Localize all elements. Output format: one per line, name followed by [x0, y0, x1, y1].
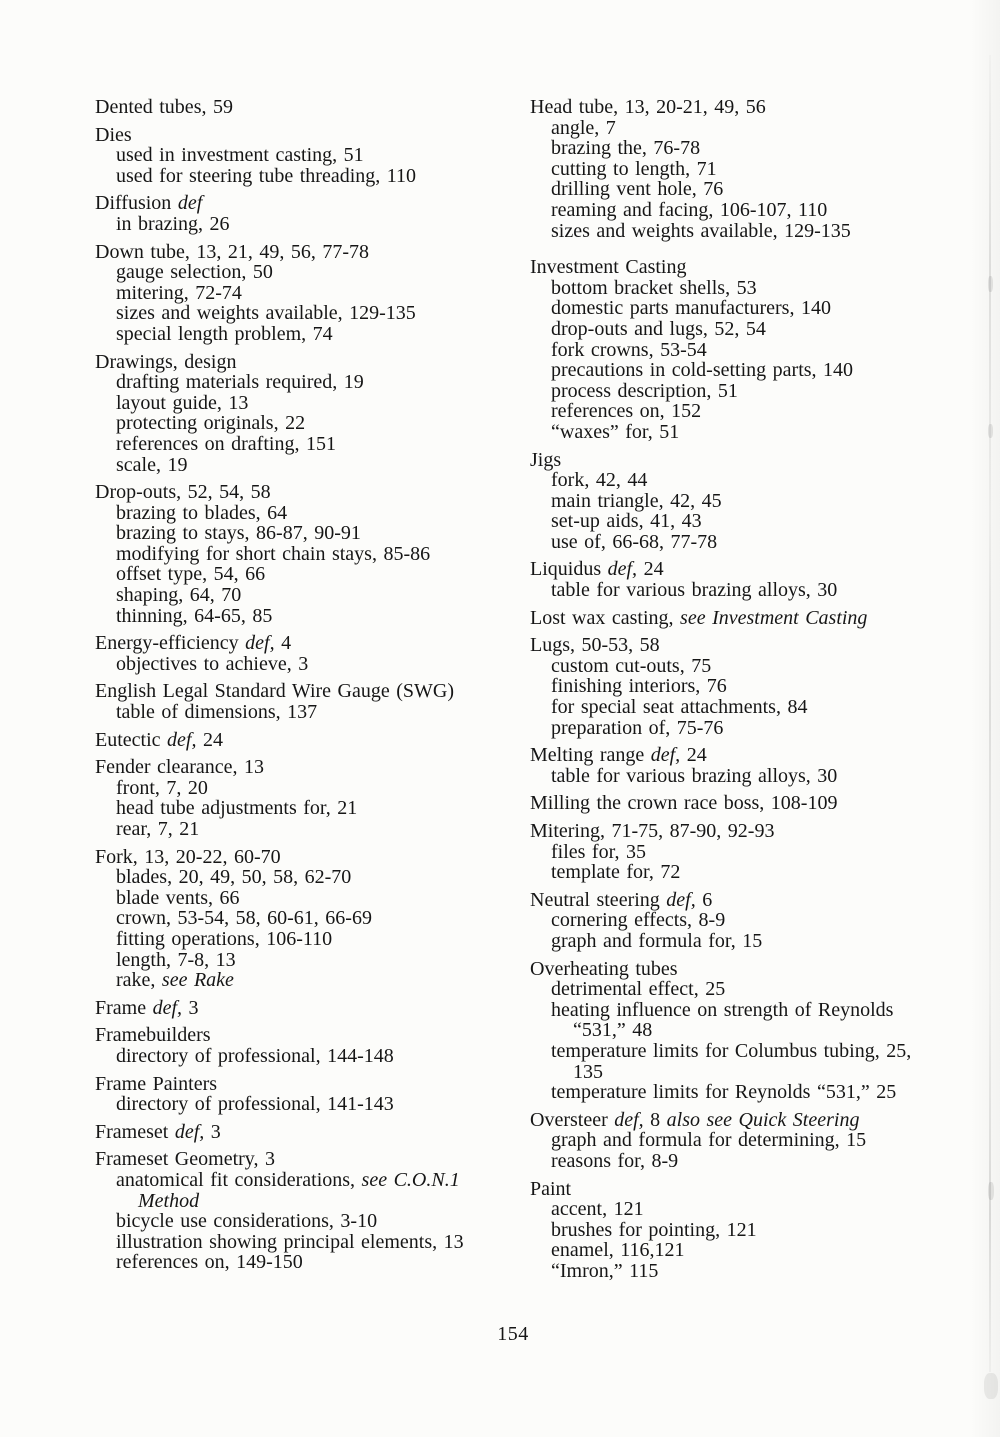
- index-text: 24: [637, 558, 664, 581]
- index-term: [95, 352, 517, 373]
- index-entry: [530, 745, 992, 786]
- index-text: 3: [204, 1120, 221, 1143]
- index-text: 3: [182, 996, 199, 1019]
- index-text: 24: [680, 744, 707, 767]
- index-subentry: [530, 718, 992, 739]
- index-term: [530, 635, 992, 656]
- index-entry: [530, 821, 992, 883]
- index-text: cornering effects, 8-9: [551, 909, 726, 932]
- index-entry: [530, 890, 992, 952]
- index-subentry: [530, 1220, 992, 1241]
- index-term: [95, 1149, 517, 1170]
- index-text: anatomical fit considerations,: [116, 1168, 362, 1191]
- index-text: Investment Casting: [530, 256, 687, 279]
- index-text: table for various brazing alloys, 30: [551, 764, 838, 787]
- index-subentry: [530, 340, 992, 361]
- index-term: [95, 1074, 517, 1095]
- index-subentry: [530, 532, 992, 553]
- index-subentry: [95, 214, 517, 235]
- index-term: [530, 890, 992, 911]
- index-subentry: [95, 654, 517, 675]
- index-subentry: [530, 1041, 992, 1062]
- index-text: table for various brazing alloys, 30: [551, 579, 838, 602]
- index-subentry: [95, 1170, 517, 1191]
- index-entry: [530, 450, 992, 553]
- index-subentry-continuation: [530, 1062, 992, 1083]
- index-subentry: [95, 455, 517, 476]
- index-term: [95, 1122, 517, 1143]
- index-entry: [530, 608, 992, 629]
- index-subentry: [530, 1000, 992, 1021]
- index-text: Frameset: [95, 1120, 175, 1143]
- index-text: Melting range: [530, 744, 651, 767]
- scan-smudge: [984, 1373, 998, 1399]
- index-text: 24: [196, 728, 223, 751]
- index-entry: [95, 1149, 517, 1273]
- index-text: rear, 7, 21: [116, 818, 200, 840]
- index-text-italic: def,: [174, 1120, 205, 1143]
- index-text: Drawings, design: [95, 350, 237, 373]
- index-entry: [95, 998, 517, 1019]
- index-subentry: [530, 159, 992, 180]
- index-term: [95, 730, 517, 751]
- index-text: Liquidus: [530, 558, 608, 581]
- index-text: mitering, 72-74: [116, 281, 242, 304]
- index-text: main triangle, 42, 45: [551, 489, 722, 512]
- index-subentry: [530, 1130, 992, 1151]
- index-subentry: [95, 503, 517, 524]
- index-text: crown, 53-54, 58, 60-61, 66-69: [116, 907, 372, 930]
- index-subentry: [530, 656, 992, 677]
- index-term: [95, 633, 517, 654]
- index-text: bottom bracket shells, 53: [551, 276, 757, 299]
- index-text: domestic parts manufacturers, 140: [551, 297, 831, 320]
- index-term: [95, 847, 517, 868]
- index-entry: [530, 97, 992, 241]
- index-text: Fork, 13, 20-22, 60-70: [95, 845, 281, 868]
- index-text-italic: def,: [167, 728, 197, 751]
- index-subentry: [530, 697, 992, 718]
- index-text: process description, 51: [551, 379, 738, 402]
- index-subentry: [95, 888, 517, 909]
- index-text: length, 7-8, 13: [116, 948, 236, 971]
- index-subentry: [95, 819, 517, 840]
- index-column-right: [530, 97, 992, 1281]
- index-subentry: [530, 360, 992, 381]
- index-text: Overheating tubes: [530, 957, 678, 980]
- index-text: Milling the crown race boss, 108-109: [530, 792, 838, 815]
- index-text: 4: [274, 632, 292, 655]
- index-entry: [530, 635, 992, 738]
- index-text: references on drafting, 151: [116, 432, 336, 455]
- index-term: [530, 1179, 992, 1200]
- index-text-italic: see Investment Casting: [680, 606, 868, 629]
- index-text: table of dimensions, 137: [116, 701, 318, 724]
- index-column-left: [95, 97, 517, 1273]
- index-text: bicycle use considerations, 3-10: [116, 1210, 378, 1233]
- index-text: Mitering, 71-75, 87-90, 92-93: [530, 820, 775, 842]
- index-subentry: [95, 778, 517, 799]
- index-subentry: [95, 702, 517, 723]
- index-text-italic: def,: [152, 996, 183, 1019]
- index-term: [95, 97, 517, 118]
- index-subentry: [95, 372, 517, 393]
- index-text: Fender clearance, 13: [95, 756, 265, 779]
- index-subentry: [95, 970, 517, 991]
- index-text: temperature limits for Columbus tubing, 25,: [551, 1039, 912, 1062]
- index-term: [95, 125, 517, 146]
- index-subentry: [530, 422, 992, 443]
- index-text: Frame Painters: [95, 1072, 218, 1095]
- index-entry: [95, 352, 517, 476]
- scan-smudge: [988, 424, 993, 438]
- index-text: graph and formula for determining, 15: [551, 1129, 867, 1152]
- index-term: [530, 745, 992, 766]
- index-text: Oversteer: [530, 1108, 615, 1131]
- index-text: illustration showing principal elements, 13: [116, 1230, 464, 1253]
- index-subentry: [530, 179, 992, 200]
- index-subentry: [530, 200, 992, 221]
- index-subentry: [530, 910, 992, 931]
- index-subentry: [530, 1151, 992, 1172]
- index-text-italic: def,: [614, 1108, 644, 1131]
- index-text: Jigs: [530, 448, 562, 471]
- index-term: [530, 959, 992, 980]
- index-text: 6: [695, 888, 713, 911]
- index-text: enamel, 116,121: [551, 1239, 685, 1262]
- index-text: brazing to stays, 86-87, 90-91: [116, 522, 361, 545]
- index-text: Frameset Geometry, 3: [95, 1148, 275, 1171]
- index-entry: [95, 97, 517, 118]
- index-text: fork, 42, 44: [551, 469, 648, 492]
- index-subentry: [530, 470, 992, 491]
- index-text: used for steering tube threading, 110: [116, 164, 417, 187]
- index-term: [95, 757, 517, 778]
- index-text: Lost wax casting,: [530, 606, 681, 629]
- index-text: modifying for short chain stays, 85-86: [116, 542, 431, 565]
- index-term: [95, 193, 517, 214]
- index-text: “Imron,” 115: [551, 1259, 659, 1282]
- index-text: preparation of, 75-76: [551, 716, 724, 739]
- index-subentry: [530, 381, 992, 402]
- index-entry: [95, 193, 517, 234]
- index-subentry: [95, 1252, 517, 1273]
- index-subentry: [95, 413, 517, 434]
- index-text: “waxes” for, 51: [551, 420, 680, 443]
- index-text: detrimental effect, 25: [551, 978, 726, 1001]
- index-text: reasons for, 8-9: [551, 1149, 679, 1172]
- index-subentry: [95, 324, 517, 345]
- index-text-italic: def,: [245, 632, 275, 655]
- index-text: drilling vent hole, 76: [551, 178, 724, 201]
- index-subentry: [530, 138, 992, 159]
- index-text: shaping, 64, 70: [116, 584, 242, 607]
- index-entry: [530, 793, 992, 814]
- index-subentry-continuation: [95, 1191, 517, 1212]
- index-subentry: [530, 580, 992, 601]
- index-subentry: [530, 766, 992, 787]
- index-term: [95, 482, 517, 503]
- index-text: custom cut-outs, 75: [551, 654, 712, 677]
- index-text: brushes for pointing, 121: [551, 1218, 757, 1241]
- index-text: protecting originals, 22: [116, 412, 306, 435]
- index-text: template for, 72: [551, 861, 681, 884]
- index-text: sizes and weights available, 129-135: [551, 219, 851, 242]
- index-text-italic: def,: [666, 888, 696, 911]
- index-text: Down tube, 13, 21, 49, 56, 77-78: [95, 240, 369, 263]
- index-text: scale, 19: [116, 453, 188, 476]
- index-term: [95, 998, 517, 1019]
- index-text-italic: see C.O.N.1: [361, 1168, 460, 1191]
- index-text: references on, 152: [551, 400, 702, 423]
- index-text: Paint: [530, 1177, 572, 1200]
- index-text-italic: def,: [650, 744, 681, 767]
- index-text: reaming and facing, 106-107, 110: [551, 198, 828, 221]
- index-text: Diffusion: [95, 192, 178, 215]
- index-text: offset type, 54, 66: [116, 563, 266, 586]
- index-text: “531,” 48: [573, 1019, 653, 1042]
- scan-smudge: [988, 1182, 994, 1200]
- index-entry: [95, 482, 517, 626]
- index-subentry: [530, 1240, 992, 1261]
- index-text: graph and formula for, 15: [551, 929, 763, 952]
- index-text: English Legal Standard Wire Gauge (SWG): [95, 680, 455, 703]
- index-subentry: [530, 979, 992, 1000]
- index-text: used in investment casting, 51: [116, 144, 364, 167]
- index-text: directory of professional, 141-143: [116, 1093, 394, 1116]
- index-text: fitting operations, 106-110: [116, 927, 333, 950]
- index-entry: [530, 959, 992, 1103]
- index-text: thinning, 64-65, 85: [116, 604, 273, 627]
- index-term: [530, 1110, 992, 1131]
- index-term: [530, 793, 992, 814]
- index-entry: [95, 757, 517, 839]
- index-text: use of, 66-68, 77-78: [551, 530, 718, 553]
- index-subentry: [95, 393, 517, 414]
- index-subentry: [530, 931, 992, 952]
- index-text: Neutral steering: [530, 888, 667, 911]
- index-term: [530, 257, 992, 278]
- index-subentry: [530, 1261, 992, 1282]
- index-text: head tube adjustments for, 21: [116, 797, 358, 820]
- index-text: sizes and weights available, 129-135: [116, 302, 416, 325]
- index-text: cutting to length, 71: [551, 157, 717, 180]
- index-entry: [95, 1074, 517, 1115]
- index-text: angle, 7: [551, 116, 616, 139]
- index-subentry: [95, 1046, 517, 1067]
- index-term: [530, 450, 992, 471]
- index-subentry: [95, 262, 517, 283]
- index-subentry: [530, 676, 992, 697]
- index-entry: [95, 730, 517, 751]
- index-subentry: [95, 434, 517, 455]
- index-text: files for, 35: [551, 840, 646, 863]
- index-text: brazing to blades, 64: [116, 501, 288, 524]
- index-text: drop-outs and lugs, 52, 54: [551, 317, 766, 340]
- index-text: brazing the, 76-78: [551, 137, 701, 160]
- index-text: in brazing, 26: [116, 212, 230, 235]
- index-term: [530, 608, 992, 629]
- index-entry: [530, 257, 992, 442]
- index-text-italic: def,: [607, 558, 638, 581]
- page-edge-artifact: [989, 55, 991, 1372]
- index-subentry: [95, 1211, 517, 1232]
- index-term: [530, 821, 992, 842]
- index-entry: [530, 1179, 992, 1282]
- index-entry: [95, 125, 517, 187]
- index-text: Eutectic: [95, 728, 168, 751]
- index-subentry: [95, 908, 517, 929]
- index-subentry: [530, 1199, 992, 1220]
- index-text: Drop-outs, 52, 54, 58: [95, 481, 271, 504]
- index-subentry: [530, 278, 992, 299]
- index-subentry: [95, 564, 517, 585]
- index-text: blade vents, 66: [116, 886, 240, 909]
- index-subentry: [95, 145, 517, 166]
- index-term: [95, 1025, 517, 1046]
- index-subentry: [530, 118, 992, 139]
- index-term: [530, 97, 992, 118]
- index-text: fork crowns, 53-54: [551, 338, 707, 361]
- index-text: precautions in cold-setting parts, 140: [551, 359, 854, 382]
- index-subentry: [95, 606, 517, 627]
- index-term: [530, 559, 992, 580]
- index-text: Head tube, 13, 20-21, 49, 56: [530, 96, 766, 118]
- index-subentry: [95, 585, 517, 606]
- index-subentry: [95, 166, 517, 187]
- index-subentry: [95, 867, 517, 888]
- index-text: Lugs, 50-53, 58: [530, 634, 660, 657]
- index-text: set-up aids, 41, 43: [551, 510, 702, 533]
- index-subentry: [530, 862, 992, 883]
- index-subentry: [530, 1082, 992, 1103]
- index-subentry: [95, 283, 517, 304]
- index-text: Frame: [95, 996, 153, 1019]
- index-text: layout guide, 13: [116, 391, 249, 414]
- index-text: front, 7, 20: [116, 776, 208, 799]
- index-text: gauge selection, 50: [116, 261, 273, 284]
- index-text-italic: def: [177, 192, 203, 215]
- index-entry: [95, 1025, 517, 1066]
- index-subentry: [95, 798, 517, 819]
- page-number: 154: [497, 1323, 529, 1345]
- index-text: blades, 20, 49, 50, 58, 62-70: [116, 866, 352, 889]
- index-text: references on, 149-150: [116, 1251, 303, 1274]
- index-entry: [95, 633, 517, 674]
- index-text: 135: [573, 1060, 603, 1083]
- index-text: for special seat attachments, 84: [551, 696, 808, 719]
- index-text: drafting materials required, 19: [116, 371, 364, 394]
- index-entry: [95, 847, 517, 991]
- index-text: Energy-efficiency: [95, 632, 246, 655]
- index-subentry: [530, 221, 992, 242]
- index-subentry: [95, 929, 517, 950]
- index-entry: [95, 1122, 517, 1143]
- index-entry: [95, 681, 517, 722]
- index-subentry: [95, 950, 517, 971]
- index-text-italic: Method: [138, 1189, 200, 1212]
- index-subentry: [530, 511, 992, 532]
- index-subentry: [530, 491, 992, 512]
- index-subentry: [530, 319, 992, 340]
- index-term: [95, 681, 517, 702]
- index-text-italic: see Rake: [161, 969, 234, 992]
- index-entry: [530, 559, 992, 600]
- index-text: directory of professional, 144-148: [116, 1044, 394, 1067]
- index-text: temperature limits for Reynolds “531,” 25: [551, 1081, 897, 1104]
- index-subentry: [95, 523, 517, 544]
- index-text: accent, 121: [551, 1198, 644, 1221]
- index-subentry: [530, 842, 992, 863]
- index-text: special length problem, 74: [116, 322, 333, 345]
- index-subentry: [95, 544, 517, 565]
- index-text: objectives to achieve, 3: [116, 652, 309, 675]
- index-text: Framebuilders: [95, 1024, 211, 1047]
- index-entry: [95, 242, 517, 345]
- index-text: finishing interiors, 76: [551, 675, 727, 698]
- index-subentry: [530, 401, 992, 422]
- index-subentry: [530, 298, 992, 319]
- index-subentry: [95, 1094, 517, 1115]
- index-subentry: [95, 303, 517, 324]
- index-text: Dies: [95, 123, 132, 146]
- index-term: [95, 242, 517, 263]
- index-text: 8: [643, 1108, 667, 1131]
- index-text: Dented tubes, 59: [95, 96, 233, 118]
- index-text-italic: also see Quick Steering: [666, 1108, 860, 1131]
- index-text: heating influence on strength of Reynolds: [551, 998, 894, 1021]
- index-subentry-continuation: [530, 1020, 992, 1041]
- index-entry: [530, 1110, 992, 1172]
- index-subentry: [95, 1232, 517, 1253]
- scan-smudge: [988, 276, 993, 292]
- index-text: rake,: [116, 969, 162, 992]
